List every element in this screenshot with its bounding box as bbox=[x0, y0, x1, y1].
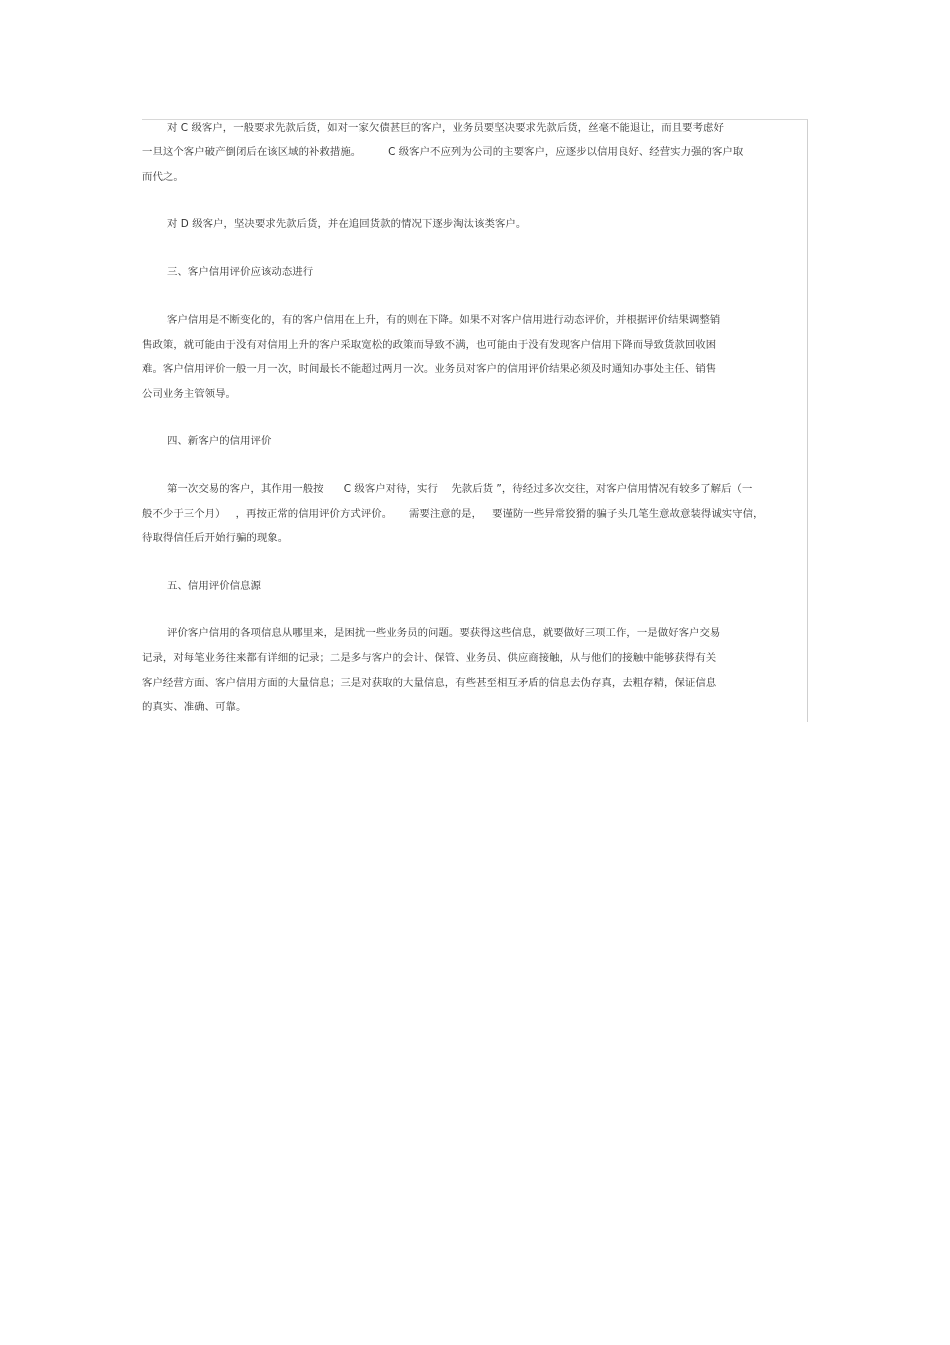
paragraph-c-line-1: 对 C 级客户，一般要求先款后货，如对一家欠债甚巨的客户，业务员要坚决要求先款后货，丝毫不能退让，而且要考虑好 bbox=[167, 122, 724, 134]
paragraph-source-line-1: 评价客户信用的各项信息从哪里来，是困扰一些业务员的问题。要获得这些信息，就要做好三项工作，一是做好客户交易 bbox=[167, 627, 721, 639]
section-heading-5: 五、信用评价信息源 bbox=[167, 580, 261, 592]
paragraph-dynamic-line-4: 公司业务主管领导。 bbox=[142, 388, 236, 400]
paragraph-new-line-3: 待取得信任后开始行骗的现象。 bbox=[142, 532, 289, 544]
section-heading-3: 三、客户信用评价应该动态进行 bbox=[167, 266, 314, 278]
section-heading-4: 四、新客户的信用评价 bbox=[167, 435, 272, 447]
paragraph-dynamic-line-3: 难。客户信用评价一般一月一次，时间最长不能超过两月一次。业务员对客户的信用评价结果必须及时通知办事处主任、销售 bbox=[142, 363, 717, 375]
paragraph-dynamic-line-1: 客户信用是不断变化的，有的客户信用在上升，有的则在下降。如果不对客户信用进行动态评价，并根据评价结果调整销 bbox=[167, 314, 721, 326]
paragraph-source-line-3: 客户经营方面、客户信用方面的大量信息；三是对获取的大量信息，有些甚至相互矛盾的信息去伪存真，去粗存精，保证信息 bbox=[142, 677, 717, 689]
paragraph-c-line-2: 一旦这个客户破产倒闭后在该区域的补救措施。 C 级客户不应列为公司的主要客户，应逐步以信用良好、经营实力强的客户取 bbox=[142, 146, 744, 158]
paragraph-source-line-4: 的真实、准确、可靠。 bbox=[142, 701, 247, 713]
paragraph-c-line-3: 而代之。 bbox=[142, 171, 184, 183]
paragraph-d: 对 D 级客户，坚决要求先款后货，并在追回货款的情况下逐步淘汰该类客户。 bbox=[167, 218, 527, 230]
paragraph-new-line-2: 般不少于三个月） ，再按正常的信用评价方式评价。 需要注意的是， 要谨防一些异常狡猾的骗子头几笔生意故意装得诚实守信， bbox=[142, 508, 764, 520]
paragraph-new-line-1: 第一次交易的客户，其作用一般按 C 级客户对待，实行 先款后货 ”，待经过多次交往，对客户信用情况有较多了解后（一 bbox=[167, 483, 753, 495]
paragraph-source-line-2: 记录，对每笔业务往来都有详细的记录；二是多与客户的会计、保管、业务员、供应商接触，从与他们的接触中能够获得有关 bbox=[142, 652, 717, 664]
paragraph-dynamic-line-2: 售政策，就可能由于没有对信用上升的客户采取宽松的政策而导致不满，也可能由于没有发现客户信用下降而导致货款回收困 bbox=[142, 339, 717, 351]
